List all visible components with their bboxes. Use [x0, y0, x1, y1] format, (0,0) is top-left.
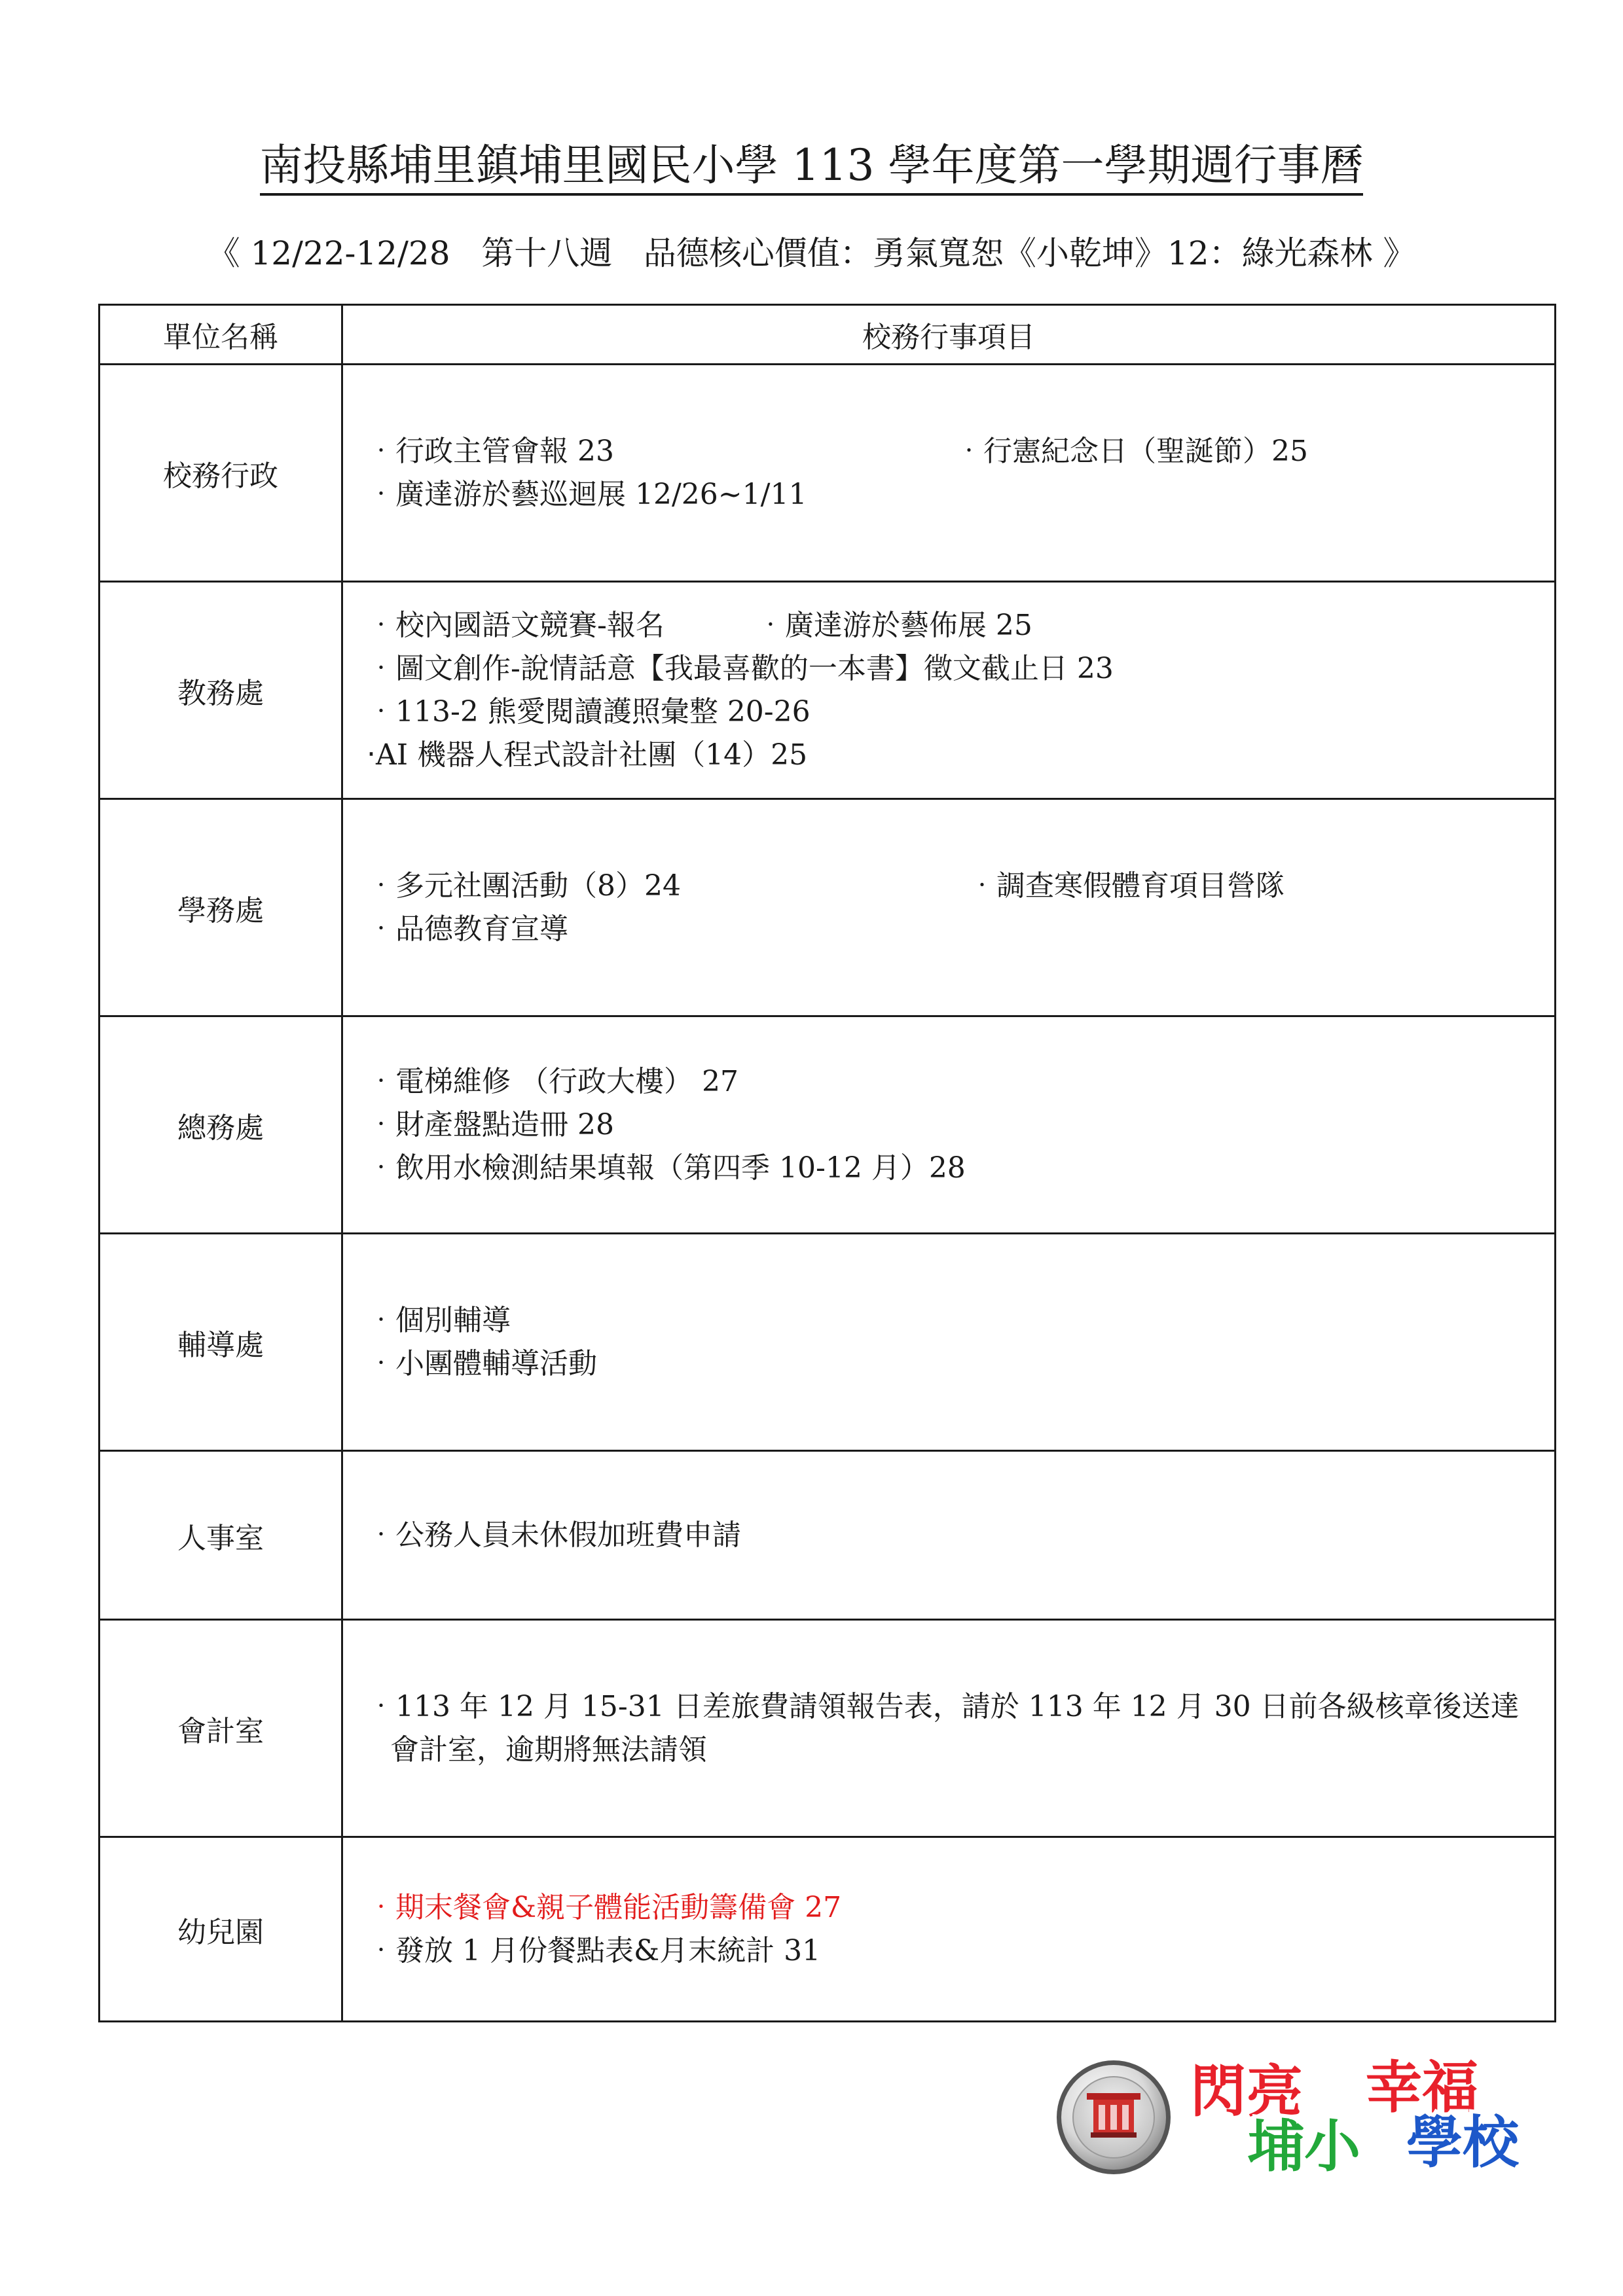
table-row	[100, 1837, 1556, 2022]
item-list	[342, 1837, 1556, 2022]
list-item: ‧校內國語文競賽-報名 ‧廣達游於藝佈展 25	[367, 608, 1032, 642]
unit-name: 幼兒園	[100, 1837, 342, 2022]
unit-name: 會計室	[100, 1620, 342, 1837]
item-list	[342, 1016, 1556, 1234]
school-emblem-icon	[1055, 2059, 1172, 2176]
list-item: ‧發放 1 月份餐點表&月末統計 31	[367, 1933, 821, 1967]
list-item: ‧公務人員未休假加班費申請	[367, 1518, 741, 1552]
unit-name: 總務處	[100, 1016, 342, 1234]
list-item: ‧113-2 熊愛閱讀護照彙整 20-26	[367, 694, 811, 728]
logo-text-happy: 幸福	[1366, 2055, 1478, 2121]
list-item: ‧多元社團活動（8）24 ‧調查寒假體育項目營隊	[367, 869, 1285, 903]
list-item: ‧個別輔導	[367, 1303, 511, 1337]
item-list	[342, 1451, 1556, 1620]
table-row	[100, 1234, 1556, 1451]
week-subtitle: 《 12/22-12/28 第十八週 品德核心價值：勇氣寬恕《小乾坤》12：綠光森林 》	[207, 234, 1416, 272]
list-item: ‧小團體輔導活動	[367, 1346, 597, 1380]
list-item: ‧財產盤點造冊 28	[367, 1107, 614, 1141]
item-list	[342, 365, 1556, 582]
school-slogan-logo	[1190, 2055, 1544, 2179]
unit-name: 輔導處	[100, 1234, 342, 1451]
header-unit: 單位名稱	[100, 305, 342, 365]
page-title	[0, 136, 1623, 195]
item-list	[342, 582, 1556, 799]
list-item: ‧電梯維修 （行政大樓） 27	[367, 1064, 739, 1098]
table-row	[100, 365, 1556, 582]
table-row	[100, 799, 1556, 1016]
table-row	[100, 582, 1556, 799]
item-list	[342, 1234, 1556, 1451]
unit-name: 學務處	[100, 799, 342, 1016]
list-item-highlight: ‧期末餐會&親子體能活動籌備會 27	[367, 1890, 842, 1924]
unit-name: 人事室	[100, 1451, 342, 1620]
list-item: ‧113 年 12 月 15-31 日差旅費請領報告表，請於 113 年 12 月 30 日前各級核章後送達會計室，逾期將無法請領	[367, 1689, 1520, 1767]
list-item: ‧品德教育宣導	[367, 912, 568, 946]
table-row	[100, 1016, 1556, 1234]
page-title-text: 南投縣埔里鎮埔里國民小學 113 學年度第一學期週行事曆	[260, 140, 1364, 196]
weekly-calendar-table	[98, 304, 1556, 2022]
item-list	[342, 1620, 1556, 1837]
logo-text-school: 學校	[1406, 2110, 1519, 2176]
list-item: ‧AI 機器人程式設計社團（14）25	[367, 738, 808, 772]
unit-name: 校務行政	[100, 365, 342, 582]
logo-text-puli: 埔小	[1248, 2114, 1360, 2179]
item-list	[342, 799, 1556, 1016]
header-items: 校務行事項目	[342, 305, 1556, 365]
unit-name: 教務處	[100, 582, 342, 799]
list-item: ‧圖文創作-說情話意【我最喜歡的一本書】徵文截止日 23	[367, 651, 1114, 685]
list-item: ‧廣達游於藝巡迴展 12/26~1/11	[367, 477, 807, 511]
list-item: ‧飲用水檢測結果填報（第四季 10-12 月）28	[367, 1151, 966, 1185]
table-row	[100, 1620, 1556, 1837]
table-header-row	[100, 305, 1556, 365]
table-row	[100, 1451, 1556, 1620]
logo-text-shining: 閃亮	[1190, 2059, 1303, 2125]
list-item: ‧行政主管會報 23 ‧行憲紀念日（聖誕節）25	[367, 434, 1308, 468]
